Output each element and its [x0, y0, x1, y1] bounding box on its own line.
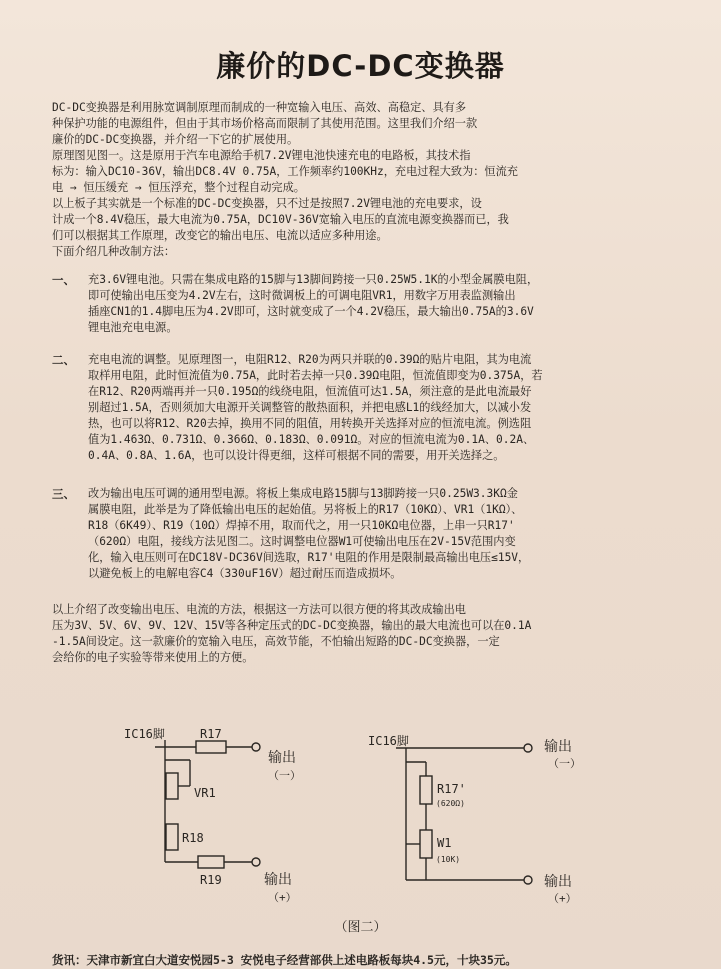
text-line: 廉价的DC-DC变换器，并介绍一下它的扩展使用。	[52, 133, 299, 146]
text-line: 以上板子其实就是一个标准的DC-DC变换器，只不过是按照7.2V锂电池的充电要求，设	[52, 197, 482, 210]
resistor-r18	[166, 824, 178, 850]
r18-label: R18	[182, 831, 204, 845]
potentiometer-w1	[420, 830, 432, 858]
text-line: 0.4A、0.8A、1.6A，也可以设计得更细，这样可根据不同的需要，用开关选择之。	[88, 449, 505, 462]
text-line: 取样用电阻，此时恒流值为0.75A，此时若去掉一只0.39Ω电阻，恒流值即变为0.375A，若	[88, 369, 543, 382]
r19-label: R19	[200, 873, 222, 887]
text-line: 充电电流的调整。见原理图一，电阻R12、R20为两只并联的0.39Ω的贴片电阻，其为电流	[88, 353, 532, 366]
text-line: 压为3V、5V、6V、9V、12V、15V等各种定压式的DC-DC变换器，输出的最大电流也可以在0.1A	[52, 619, 532, 632]
text-line: 会给你的电子实验等带来使用上的方便。	[52, 651, 254, 664]
text-line: 种保护功能的电源组件，但由于其市场价格高而限制了其使用范围。这里我们介绍一款	[52, 117, 478, 130]
text-line: 插座CN1的1.4脚电压为4.2V即可，这时就变成了一个4.2V稳压，最大输出0.75A的3.6V	[88, 305, 534, 318]
text-line: 电 → 恒压缓充 → 恒压浮充，整个过程自动完成。	[52, 181, 305, 194]
w1-value: (10K)	[436, 855, 461, 864]
output-sub: （一）	[268, 769, 301, 782]
r17p-value: (620Ω)	[436, 799, 465, 808]
text-line: R18（6K49）、R19（10Ω）焊掉不用，取而代之，用一只10KΩ电位器，上串一只R17'	[88, 519, 515, 532]
text-line: 别超过1.5A，否则须加大电源开关调整管的散热面积，并把电感L1的线经加大，以减小发	[88, 401, 532, 414]
section-number: 一、	[52, 273, 75, 287]
text-line: 充3.6V锂电池。只需在集成电路的15脚与13脚间跨接一只0.25W5.1K的小型金属膜电阻，	[88, 273, 539, 286]
text-line: 热，也可以将R12、R20去掉，换用不同的阻值，用转换开关选择对应的恒流电流。例选阻	[88, 417, 532, 430]
output-sub: （+）	[548, 892, 577, 905]
page-title: 廉价的DC-DC变换器	[216, 49, 505, 83]
footer-note: 货讯：天津市新宜白大道安悦园5-3 安悦电子经营部供上述电路板每块4.5元，十块35元。	[52, 953, 517, 967]
text-line: 值为1.463Ω、0.731Ω、0.366Ω、0.183Ω、0.091Ω。对应的恒流电流为0.1A、0.2A、	[88, 433, 535, 446]
output-terminal-2	[252, 858, 260, 866]
vr1-label: VR1	[194, 786, 216, 800]
section-number: 三、	[52, 487, 75, 501]
resistor-r17	[196, 741, 226, 753]
text-line: （620Ω）电阻，接线方法见图二。这时调整电位器W1可使输出电压在2V-15V范围内变	[88, 535, 516, 548]
output-label: 输出	[264, 872, 292, 888]
text-line: 属膜电阻，此举是为了降低输出电压的起始值。另将板上的R17（10KΩ）、VR1（1KΩ）、	[88, 503, 523, 516]
potentiometer-vr1	[166, 773, 178, 799]
resistor-r17-prime	[420, 776, 432, 804]
pin-label: IC16脚	[368, 734, 409, 748]
text-line: 计成一个8.4V稳压，最大电流为0.75A，DC10V-36V宽输入电压的直流电源变换器而已，我	[52, 213, 509, 226]
w1-label: W1	[437, 836, 452, 850]
text-line: 在R12、R20两端再并一只0.195Ω的线绕电阻，恒流值可达1.5A，须注意的是此电流最好	[88, 385, 532, 398]
text-line: 即可使输出电压变为4.2V左右，这时微调板上的可调电阻VR1，用数字万用表监测输出	[88, 289, 516, 302]
output-sub: （+）	[268, 891, 297, 904]
text-line: 锂电池充电电源。	[88, 321, 178, 334]
output-terminal-1	[252, 743, 260, 751]
text-line: 原理图见图一。这是原用于汽车电源给手机7.2V锂电池快速充电的电路板，其技术指	[52, 149, 471, 162]
output-terminal-1	[524, 744, 532, 752]
text-line: 以避免板上的电解电容C4（330uF16V）超过耐压而造成损坏。	[88, 567, 402, 580]
output-sub: （一）	[548, 757, 581, 770]
output-label: 输出	[268, 750, 296, 766]
text-line: 改为输出电压可调的通用型电源。将板上集成电路15脚与13脚跨接一只0.25W3.3KΩ金	[88, 487, 518, 500]
text-line: 标为：输入DC10-36V，输出DC8.4V 0.75A，工作频率约100KHz，充电过程大致为：恒流充	[52, 165, 518, 178]
output-terminal-2	[524, 876, 532, 884]
output-label: 输出	[544, 739, 572, 755]
text-line: 下面介绍几种改制方法：	[52, 245, 176, 258]
figure-caption: （图二）	[334, 920, 387, 935]
resistor-r19	[198, 856, 224, 868]
r17p-label: R17'	[437, 782, 466, 796]
text-line: 以上介绍了改变输出电压、电流的方法，根据这一方法可以很方便的将其改成输出电	[52, 603, 466, 616]
output-label: 输出	[544, 874, 572, 890]
text-line: DC-DC变换器是利用脉宽调制原理而制成的一种宽输入电压、高效、高稳定、具有多	[52, 101, 467, 114]
text-line: -1.5A间设定。这一款廉价的宽输入电压，高效节能，不怕输出短路的DC-DC变换器，一定	[52, 635, 500, 648]
text-line: 们可以根据其工作原理，改变它的输出电压、电流以适应多种用途。	[52, 229, 388, 242]
r17-label: R17	[200, 727, 222, 741]
section-number: 二、	[52, 353, 75, 367]
text-line: 化，输入电压则可在DC18V-DC36V间选取，R17'电阻的作用是限制最高输出电压≤15V，	[88, 551, 530, 564]
pin-label: IC16脚	[124, 727, 165, 741]
